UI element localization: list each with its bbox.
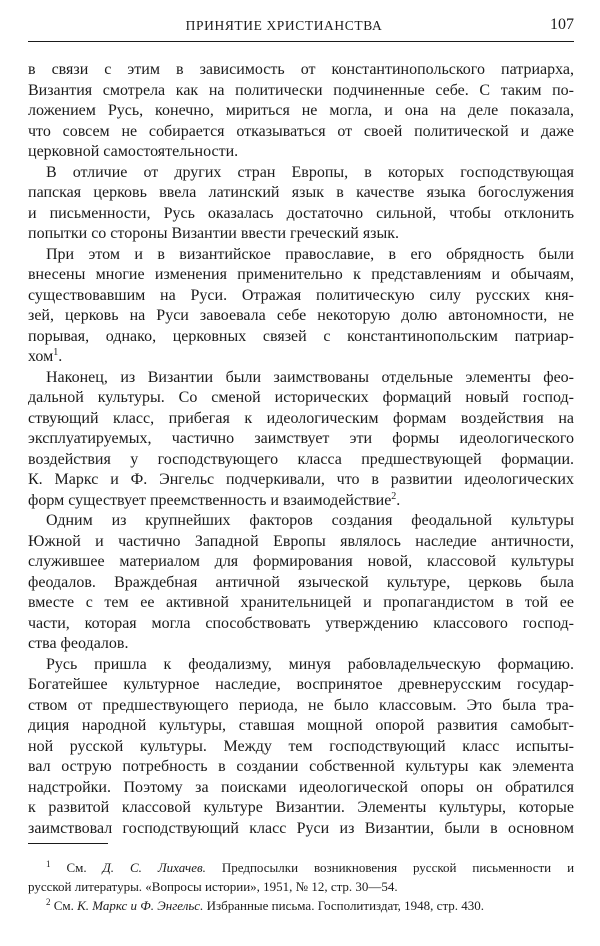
text-line: церковной самостоятельности. — [28, 143, 239, 160]
text-line — [28, 491, 574, 512]
footnote-see: См. — [66, 860, 87, 875]
text-line: При этом и в византийское православие, в его обрядность были — [46, 245, 574, 263]
text-line: ства феодалов. — [28, 635, 129, 652]
text-line: Византия смотрела как на политически подчиненные себе. С таким по- — [28, 81, 574, 99]
text-line: папская церковь ввела латинский язык в качестве языка богослужения — [28, 184, 574, 201]
text-line: к развитой классовой культуре Византии. Элементы культуры, которые — [28, 799, 574, 816]
footnote-1 — [28, 858, 574, 877]
text-line: воздействия у господствующего класса предшествующей формации. — [28, 450, 574, 468]
text-line: служившее материалом для формирования новой, классовой культуры — [28, 553, 574, 570]
footnote-1-cont: русской литературы. «Вопросы истории», 1951, № 12, стр. 30—54. — [28, 879, 398, 894]
text-line: ствующий класс, прибегая к идеологическим формам воздействия на — [28, 409, 574, 427]
footnote-rule — [28, 843, 108, 844]
text-line: ством от предшествующего периода, не было классовым. Это была тра- — [28, 696, 574, 714]
text-line: вал острую потребность в создании собственной культуры как элемента — [28, 758, 574, 775]
text-line: В отличие от других стран Европы, в которых господствующая — [46, 163, 574, 181]
body-text — [28, 60, 574, 839]
footnote-author: К. Маркс и Ф. Энгельс. — [77, 898, 204, 913]
text-line: части, которая могла способствовать утверждению классового господ- — [28, 614, 574, 632]
text-line: ной русской культуры. Между тем господствующий класс испыты- — [28, 737, 574, 755]
page-header — [28, 16, 574, 38]
punct: . — [396, 491, 401, 509]
text-line: что совсем не собирается отказываться от своей политической и даже — [28, 122, 574, 140]
text-line: Одним из крупнейших факторов создания феодальной культуры — [46, 512, 574, 529]
text-line: дальной культуры. Со сменой исторических формаций новый господ- — [28, 389, 574, 406]
header-rule — [28, 41, 574, 42]
text-line: эксплуатируемых, частично заимствует эти формы идеологического — [28, 430, 574, 447]
text-line: существовавшим на Руси. Отражая политическую силу русских кня- — [28, 286, 574, 304]
page-number: 107 — [550, 16, 574, 33]
text-line: феодалов. Враждебная античной языческой культуре, церковь была — [28, 573, 574, 591]
footnote-text: Избранные письма. Госполитиздат, 1948, стр. 430. — [206, 898, 485, 913]
line-text: форм существует преемственность и взаимодействие — [28, 491, 392, 509]
text-line: попытки со стороны Византии ввести греческий язык. — [28, 225, 400, 242]
running-title: ПРИНЯТИЕ ХРИСТИАНСТВА — [185, 18, 383, 33]
text-line: Южной и частично Западной Европы являлось наследие античности, — [28, 532, 574, 550]
footnote-ref-1: 1 — [53, 347, 59, 358]
line-text: хом — [28, 348, 54, 365]
text-line: вместе с тем ее активной хранительницей и пропагандистом в той ее — [28, 594, 574, 611]
footnote-mark-1: 1 — [46, 859, 51, 869]
text-line: заимствовал господствующий класс Руси из Византии, были в основном — [28, 819, 574, 837]
footnote-2 — [28, 896, 574, 915]
text-line: К. Маркс и Ф. Энгельс подчеркивали, что в развитии идеологических — [28, 471, 574, 488]
text-line: Богатейшее культурное наследие, воспринятое древнерусским государ- — [28, 676, 574, 693]
text-line: надстройки. Поэтому за поисками идеологической опоры он обратился — [28, 778, 574, 796]
text-line: в связи с этим в зависимость от константинопольского патриарха, — [28, 61, 574, 78]
footnote-author: Д. С. Лихачев. — [102, 860, 206, 875]
text-line: Наконец, из Византии были заимствованы отдельные элементы фео- — [46, 368, 574, 386]
footnote-text: Предпосылки возникновения русской письменности и — [221, 860, 574, 875]
text-line: порывая, однако, церковных связей с константинопольским патриар- — [28, 327, 574, 345]
punct: . — [58, 348, 63, 365]
text-line: Русь пришла к феодализму, минуя рабовладельческую формацию. — [46, 655, 574, 673]
text-line: диция народной культуры, ставшая мощной опорой развития самобыт- — [28, 717, 574, 734]
footnote-see: См. — [53, 898, 74, 913]
footnotes — [28, 858, 574, 915]
text-line: ложением Русь, конечно, мириться не могла, и она на деле показала, — [28, 102, 574, 119]
footnote-ref-2: 2 — [391, 490, 397, 502]
text-line — [28, 347, 574, 368]
text-line: внесены многие изменения применительно к представлениям и обычаям, — [28, 266, 574, 283]
text-line: зей, церковь на Руси завоевала себе некоторую долю автономности, не — [28, 307, 574, 324]
text-line: и письменности, Русь оказалась достаточно сильной, чтобы отклонить — [28, 204, 574, 222]
footnote-mark-2: 2 — [46, 897, 51, 907]
